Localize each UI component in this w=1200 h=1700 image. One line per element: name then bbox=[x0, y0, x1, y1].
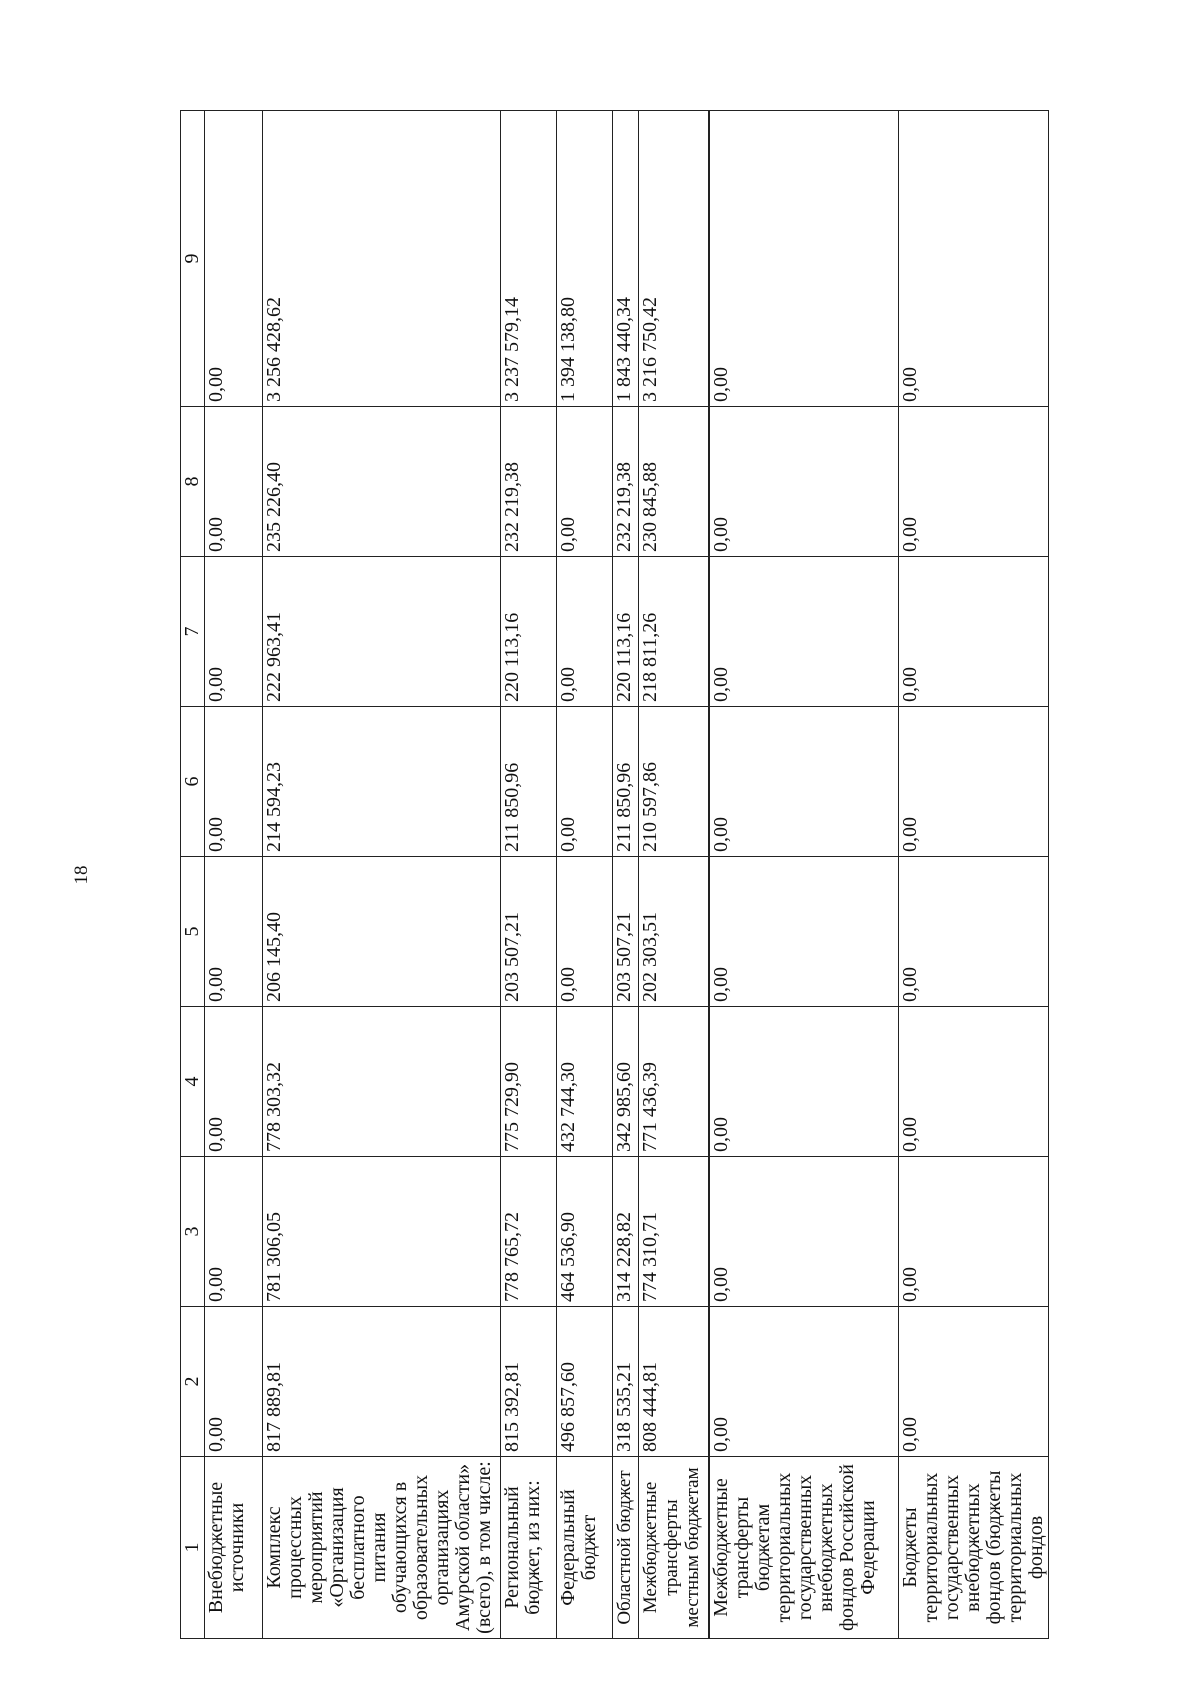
table-cell: 778 765,72 bbox=[501, 1157, 557, 1307]
table-cell: 203 507,21 bbox=[613, 857, 639, 1007]
table-cell: 0,00 bbox=[899, 1007, 1049, 1157]
table-cell: 0,00 bbox=[899, 111, 1049, 407]
table-cell: 817 889,81 bbox=[263, 1307, 501, 1457]
table-cell: 222 963,41 bbox=[263, 557, 501, 707]
table-cell: 230 845,88 bbox=[639, 407, 709, 557]
table-cell: 0,00 bbox=[709, 707, 899, 857]
table-cell: 0,00 bbox=[899, 1157, 1049, 1307]
table-cell: 0,00 bbox=[709, 407, 899, 557]
col-header: 1 bbox=[181, 1457, 205, 1639]
table-cell: 0,00 bbox=[899, 857, 1049, 1007]
row-label: Областной бюджет bbox=[613, 1457, 639, 1639]
table-cell: 432 744,30 bbox=[557, 1007, 613, 1157]
table-cell: 210 597,86 bbox=[639, 707, 709, 857]
table-cell: 815 392,81 bbox=[501, 1307, 557, 1457]
col-header: 8 bbox=[181, 407, 205, 557]
col-header: 3 bbox=[181, 1157, 205, 1307]
table-cell: 0,00 bbox=[899, 1307, 1049, 1457]
table-cell: 0,00 bbox=[709, 1157, 899, 1307]
table-cell: 211 850,96 bbox=[613, 707, 639, 857]
table-cell: 0,00 bbox=[557, 707, 613, 857]
table-cell: 214 594,23 bbox=[263, 707, 501, 857]
table-cell: 220 113,16 bbox=[501, 557, 557, 707]
table-row bbox=[613, 111, 639, 1639]
col-header: 2 bbox=[181, 1307, 205, 1457]
col-header: 5 bbox=[181, 857, 205, 1007]
table-row bbox=[639, 111, 709, 1639]
table-cell: 0,00 bbox=[557, 407, 613, 557]
col-header: 4 bbox=[181, 1007, 205, 1157]
col-header: 6 bbox=[181, 707, 205, 857]
table-cell: 0,00 bbox=[899, 557, 1049, 707]
table-cell: 0,00 bbox=[205, 857, 263, 1007]
table-cell: 0,00 bbox=[205, 1157, 263, 1307]
row-label: Комплекс процессных мероприятий «Организация бесплатного питания обучающихся в образовательных организациях Амурской области» (всего), в том числе: bbox=[263, 1457, 501, 1639]
table-cell: 0,00 bbox=[709, 1307, 899, 1457]
table-cell: 0,00 bbox=[557, 857, 613, 1007]
rotated-table-container bbox=[180, 111, 1136, 1639]
row-label: Внебюджетные источники bbox=[205, 1457, 263, 1639]
col-header: 9 bbox=[181, 111, 205, 407]
table-cell: 3 256 428,62 bbox=[263, 111, 501, 407]
table-cell: 0,00 bbox=[709, 557, 899, 707]
table-cell: 342 985,60 bbox=[613, 1007, 639, 1157]
table-cell: 775 729,90 bbox=[501, 1007, 557, 1157]
table-cell: 218 811,26 bbox=[639, 557, 709, 707]
table-cell: 314 228,82 bbox=[613, 1157, 639, 1307]
table-cell: 778 303,32 bbox=[263, 1007, 501, 1157]
table-cell: 3 237 579,14 bbox=[501, 111, 557, 407]
table-cell: 808 444,81 bbox=[639, 1307, 709, 1457]
table-cell: 202 303,51 bbox=[639, 857, 709, 1007]
table-cell: 0,00 bbox=[205, 557, 263, 707]
table-cell: 3 216 750,42 bbox=[639, 111, 709, 407]
table-cell: 232 219,38 bbox=[501, 407, 557, 557]
table-cell: 232 219,38 bbox=[613, 407, 639, 557]
table-cell: 781 306,05 bbox=[263, 1157, 501, 1307]
table-cell: 211 850,96 bbox=[501, 707, 557, 857]
table-cell: 206 145,40 bbox=[263, 857, 501, 1007]
table-cell: 235 226,40 bbox=[263, 407, 501, 557]
table-cell: 774 310,71 bbox=[639, 1157, 709, 1307]
table-cell: 0,00 bbox=[205, 407, 263, 557]
table-row bbox=[709, 111, 899, 1639]
table-cell: 1 394 138,80 bbox=[557, 111, 613, 407]
row-label: Бюджеты территориальных государственных внебюджетных фондов (бюджеты территориальных фондов bbox=[899, 1457, 1049, 1639]
table-cell: 0,00 bbox=[899, 707, 1049, 857]
row-label: Межбюджетные трансферты местным бюджетам bbox=[639, 1457, 709, 1639]
table-row bbox=[205, 111, 263, 1639]
table-cell: 0,00 bbox=[709, 857, 899, 1007]
table-row bbox=[899, 111, 1049, 1639]
table-cell: 0,00 bbox=[205, 707, 263, 857]
row-label: Региональный бюджет, из них: bbox=[501, 1457, 557, 1639]
page-number: 18 bbox=[71, 865, 92, 885]
table-cell: 0,00 bbox=[709, 111, 899, 407]
table-cell: 0,00 bbox=[557, 557, 613, 707]
table-cell: 0,00 bbox=[205, 1007, 263, 1157]
row-label: Федеральный бюджет bbox=[557, 1457, 613, 1639]
budget-table bbox=[180, 110, 1049, 1639]
table-cell: 0,00 bbox=[899, 407, 1049, 557]
row-label: Межбюджетные трансферты бюджетам территориальных государственных внебюджетных фондов Российской Федерации bbox=[709, 1457, 899, 1639]
table-cell: 0,00 bbox=[205, 1307, 263, 1457]
table-cell: 203 507,21 bbox=[501, 857, 557, 1007]
col-header: 7 bbox=[181, 557, 205, 707]
table-cell: 496 857,60 bbox=[557, 1307, 613, 1457]
table-cell: 464 536,90 bbox=[557, 1157, 613, 1307]
table-cell: 1 843 440,34 bbox=[613, 111, 639, 407]
table-cell: 0,00 bbox=[205, 111, 263, 407]
table-row bbox=[557, 111, 613, 1639]
table-cell: 318 535,21 bbox=[613, 1307, 639, 1457]
table-cell: 220 113,16 bbox=[613, 557, 639, 707]
table-row bbox=[263, 111, 501, 1639]
table-cell: 0,00 bbox=[709, 1007, 899, 1157]
table-row bbox=[501, 111, 557, 1639]
header-row bbox=[181, 111, 205, 1639]
table-cell: 771 436,39 bbox=[639, 1007, 709, 1157]
